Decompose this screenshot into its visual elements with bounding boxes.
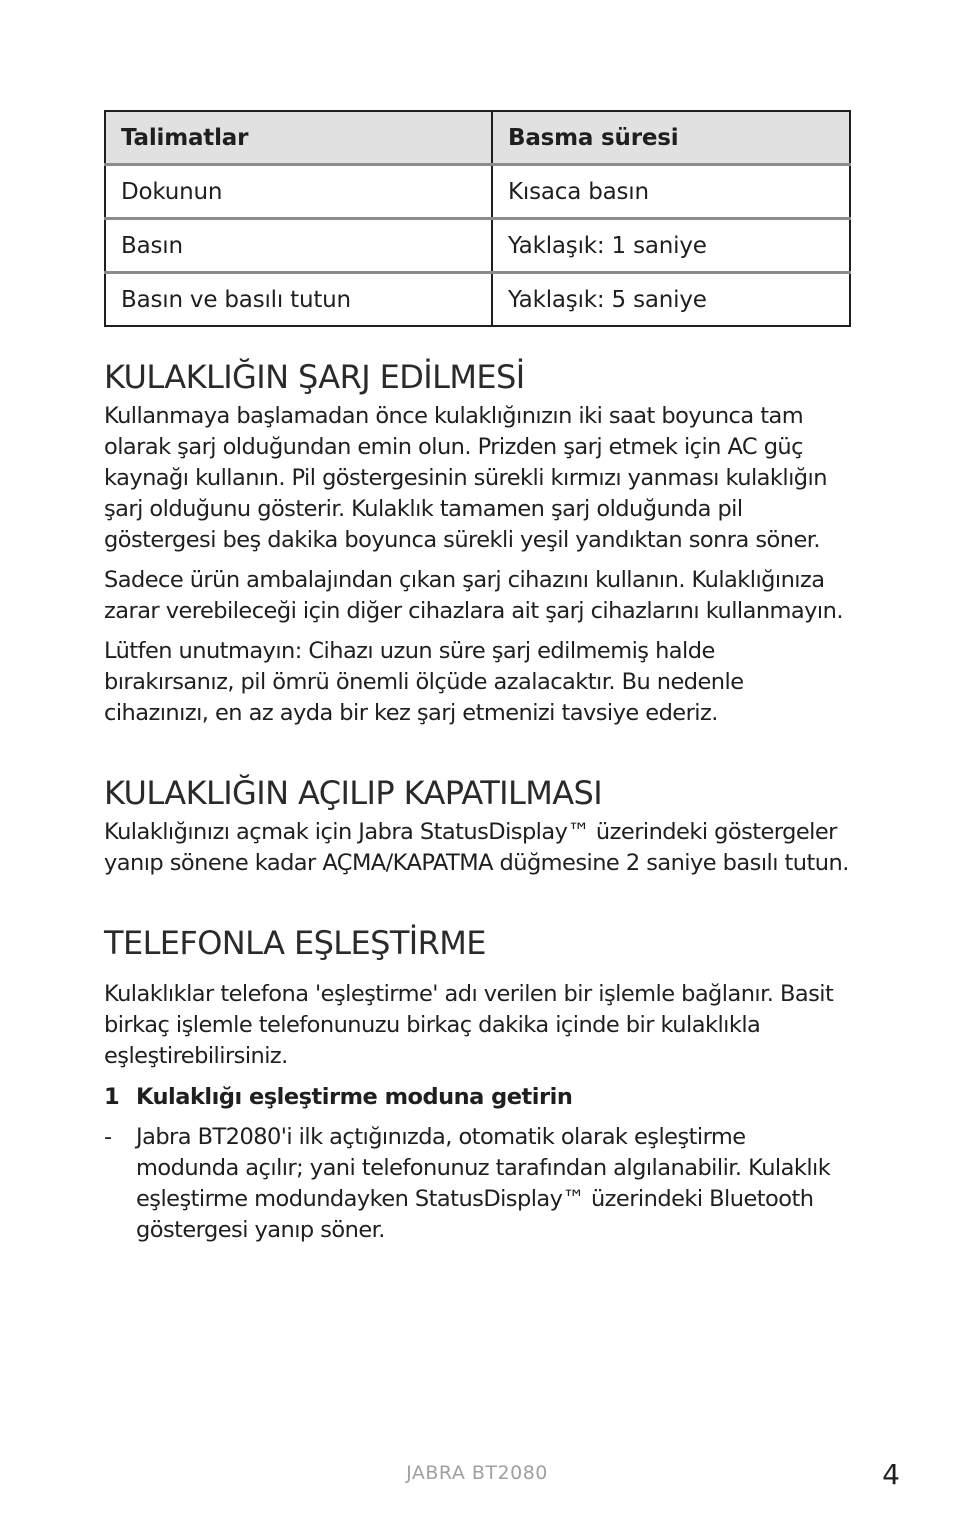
button-press-table [104, 110, 851, 327]
paragraph: Kulaklığınızı açmak için Jabra StatusDisplay™ üzerindeki göstergeler yanıp sönene kadar AÇMA/KAPATMA düğmesine 2 saniye basılı tutun. [104, 819, 849, 876]
section-heading: KULAKLIĞIN AÇILIP KAPATILMASI [104, 774, 603, 812]
paragraph: Kullanmaya başlamadan önce kulaklığınızın iki saat boyunca tam olarak şarj olduğundan emin olun. Prizden şarj etmek için AC güç kaynağı kullanın. Pil göstergesinin sürekli kırmızı yanması kulaklığın şarj olduğunu gösterir. Kulaklık tamamen şarj olduğunda pil göstergesi beş dakika boyunca sürekli yeşil yandıktan sonra söner. [104, 403, 827, 553]
paragraph: Lütfen unutmayın: Cihazı uzun süre şarj edilmemiş halde bırakırsanız, pil ömrü önemli ölçüde azalacaktır. Bu nedenle cihazınızı, en az ayda bir kez şarj etmenizi tavsiye ederiz. [104, 638, 744, 726]
paragraph: Kulaklıklar telefona 'eşleştirme' adı verilen bir işlemle bağlanır. Basit birkaç işlemle telefonunuzu birkaç dakika içinde bir kulaklıkla eşleştirebilirsiniz. [104, 981, 834, 1069]
footer-product-name: JABRA BT2080 [406, 1462, 548, 1484]
table-cell: Kısaca basın [492, 165, 850, 219]
table-header-instructions: Talimatlar [105, 111, 492, 165]
list-item-text: Jabra BT2080'i ilk açtığınızda, otomatik olarak eşleştirme modunda açılır; yani telefonunuz tarafından algılanabilir. Kulaklık eşleştirme modundayken StatusDisplay™ üzerindeki Bluetooth göstergesi yanıp söner. [136, 1124, 831, 1243]
paragraph: Sadece ürün ambalajından çıkan şarj cihazını kullanın. Kulaklığınıza zarar verebileceği için diğer cihazlara ait şarj cihazlarını kullanmayın. [104, 567, 843, 624]
table-row [105, 273, 850, 327]
table-cell: Yaklaşık: 1 saniye [492, 219, 850, 273]
dash-marker: - [104, 1124, 113, 1150]
table-header-row [105, 111, 850, 165]
section-power-on-off [104, 773, 851, 879]
step-title: Kulaklığı eşleştirme moduna getirin [136, 1084, 573, 1110]
page-number: 4 [882, 1458, 900, 1491]
section-heading: TELEFONLA EŞLEŞTİRME [104, 924, 486, 962]
section-charging [104, 357, 851, 729]
table-header-press-duration: Basma süresi [492, 111, 850, 165]
section-heading: KULAKLIĞIN ŞARJ EDİLMESİ [104, 358, 525, 396]
step-number: 1 [104, 1084, 120, 1110]
table-cell: Yaklaşık: 5 saniye [492, 273, 850, 327]
table-cell: Dokunun [105, 165, 492, 219]
table-cell: Basın [105, 219, 492, 273]
table-row [105, 165, 850, 219]
numbered-step [104, 1082, 851, 1113]
section-pairing [104, 923, 851, 1246]
page-content [104, 110, 851, 1246]
table-row [105, 219, 850, 273]
list-item [104, 1122, 851, 1246]
table-cell: Basın ve basılı tutun [105, 273, 492, 327]
